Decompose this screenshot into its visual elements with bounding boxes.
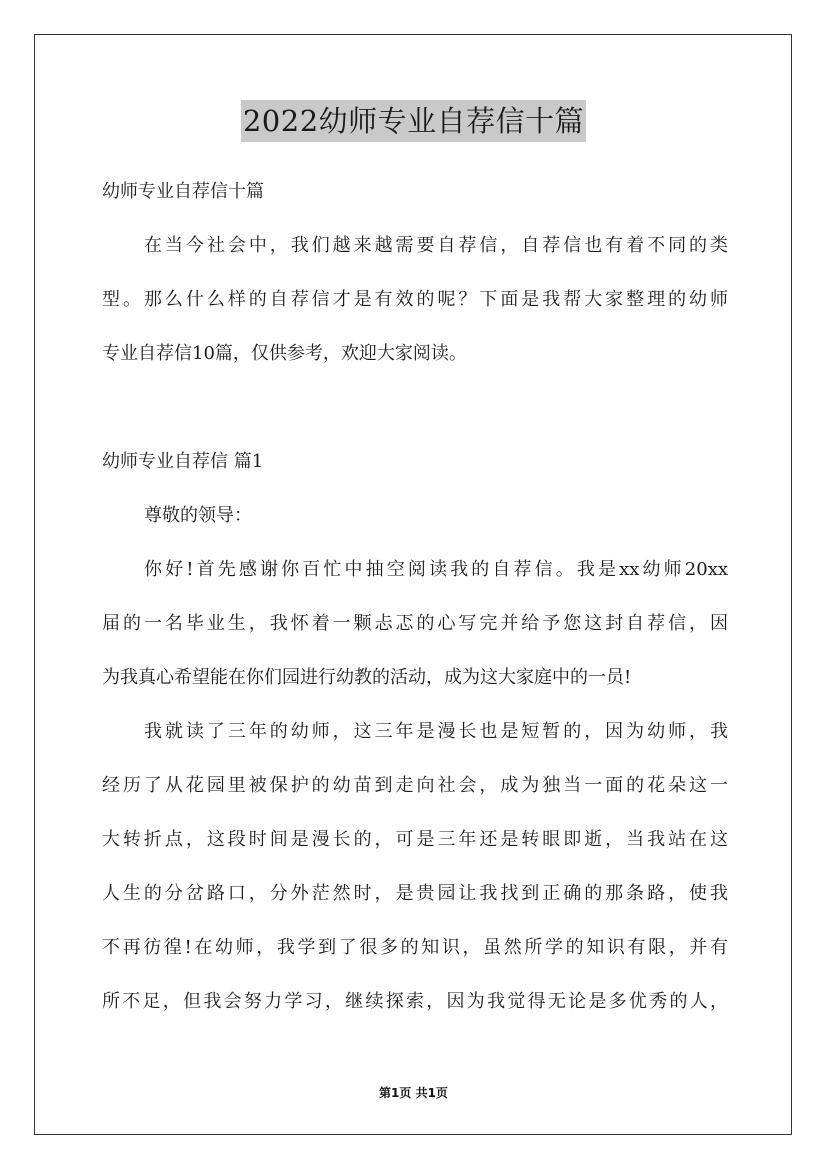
blank-line — [102, 381, 728, 435]
document-title — [0, 100, 827, 142]
page-footer: 第1页 共1页 — [379, 1086, 448, 1100]
paragraph-line: 大转折点，这段时间是漫长的，可是三年还是转眼即逝，当我站在这 — [102, 829, 728, 850]
paragraph-line: 你好!首先感谢你百忙中抽空阅读我的自荐信。我是xx幼师20xx — [144, 559, 728, 580]
intro-line: 专业自荐信10篇，仅供参考，欢迎大家阅读。 — [102, 343, 467, 364]
paragraph-line: 经历了从花园里被保护的幼苗到走向社会，成为独当一面的花朵这一 — [102, 775, 728, 796]
paragraph-line: 届的一名毕业生，我怀着一颗忐忑的心写完并给予您这封自荐信，因 — [102, 613, 728, 634]
document-title-text: 2022幼师专业自荐信十篇 — [241, 100, 586, 142]
intro-line: 在当今社会中，我们越来越需要自荐信，自荐信也有着不同的类 — [144, 235, 728, 256]
paragraph-line: 人生的分岔路口，分外茫然时，是贵园让我找到正确的那条路，使我 — [102, 883, 728, 904]
paragraph-line: 不再彷徨!在幼师，我学到了很多的知识，虽然所学的知识有限，并有 — [102, 937, 728, 958]
paragraph-line: 所不足，但我会努力学习，继续探索，因为我觉得无论是多优秀的人， — [102, 991, 728, 1012]
intro-line: 型。那么什么样的自荐信才是有效的呢？下面是我帮大家整理的幼师 — [102, 289, 728, 310]
paragraph-line: 为我真心希望能在你们园进行幼教的活动，成为这大家庭中的一员! — [102, 667, 632, 688]
subtitle: 幼师专业自荐信十篇 — [102, 181, 264, 202]
paragraph-line: 我就读了三年的幼师，这三年是漫长也是短暂的，因为幼师，我 — [144, 721, 728, 742]
document-body — [102, 165, 728, 1029]
section-heading: 幼师专业自荐信 篇1 — [102, 451, 264, 472]
salutation: 尊敬的领导： — [144, 505, 252, 526]
